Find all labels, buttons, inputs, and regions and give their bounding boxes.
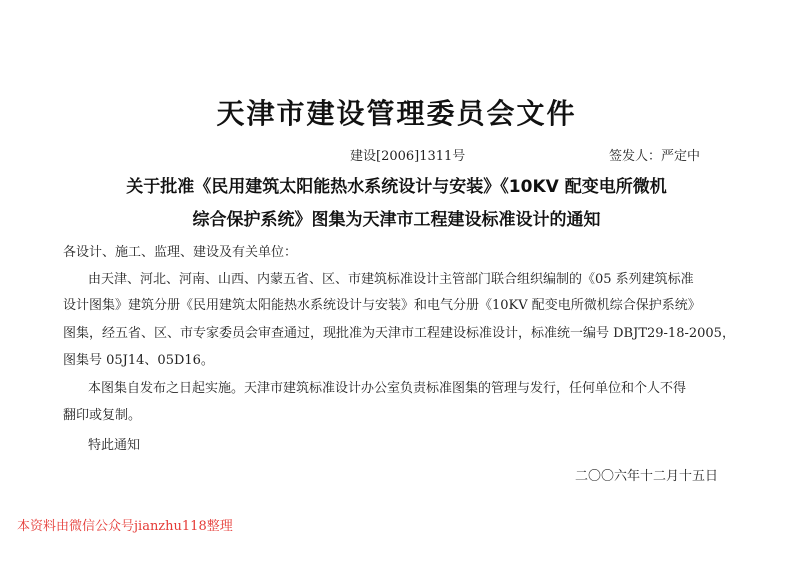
issue-date: 二〇〇六年十二月十五日 xyxy=(575,469,719,484)
notice-subject-line-1: 关于批准《民用建筑太阳能热水系统设计与安装》《10KV 配变电所微机 xyxy=(126,177,667,197)
document-header-title: 天津市建设管理委员会文件 xyxy=(216,97,577,130)
paragraph-1-line-2: 设计图集》建筑分册《民用建筑太阳能热水系统设计与安装》和电气分册《10KV 配变电所微机综合保护系统》 xyxy=(63,298,701,313)
paragraph-1-line-1: 由天津、河北、河南、山西、内蒙五省、区、市建筑标准设计主管部门联合组织编制的《05 系列建筑标准 xyxy=(88,272,694,287)
closing-remark: 特此通知 xyxy=(88,438,141,453)
document-signer: 签发人：严定中 xyxy=(609,149,701,164)
document-number: 建设[2006]1311号 xyxy=(350,149,466,164)
paragraph-2-line-2: 翻印或复制。 xyxy=(63,408,142,423)
notice-subject-line-2: 综合保护系统》图集为天津市工程建设标准设计的通知 xyxy=(192,210,601,230)
paragraph-1-line-3: 图集，经五省、区、市专家委员会审查通过，现批准为天津市工程建设标准设计，标准统一编号 DBJT29-18-2005， xyxy=(63,326,735,341)
paragraph-2-line-1: 本图集自发布之日起实施。天津市建筑标准设计办公室负责标准图集的管理与发行，任何单位和个人不得 xyxy=(88,381,687,396)
paragraph-1-line-4: 图集号 05J14、05D16。 xyxy=(63,353,214,368)
source-watermark: 本资料由微信公众号jianzhu118整理 xyxy=(17,519,233,534)
salutation: 各设计、施工、监理、建设及有关单位： xyxy=(63,245,298,260)
